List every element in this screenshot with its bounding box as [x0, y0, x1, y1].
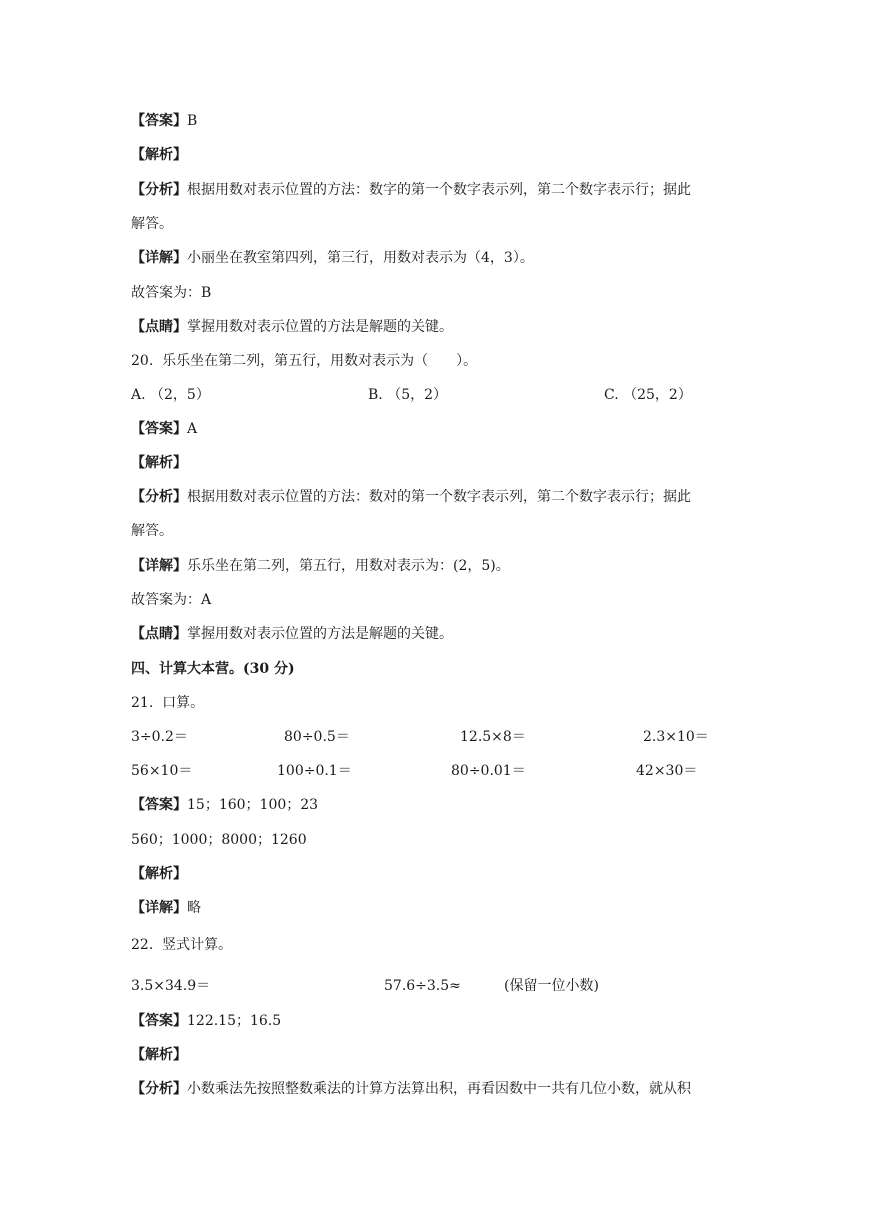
answer-value: B	[187, 113, 198, 129]
dianjing-text: 掌握用数对表示位置的方法是解题的关键。	[187, 626, 453, 642]
xiangjie-label: 【详解】	[131, 250, 187, 266]
xiangjie-label: 【详解】	[131, 558, 187, 574]
q20-analysis-label: 【解析】	[131, 455, 187, 471]
q21-item: 42×30＝	[636, 763, 698, 779]
q19-dianjing	[131, 317, 453, 337]
q20-dianjing	[131, 624, 453, 644]
q21-item: 3÷0.2＝	[131, 729, 188, 745]
q19-answer	[131, 111, 197, 131]
q19-fenxi	[131, 180, 691, 200]
section-heading: 四、计算大本营。(30 分)	[131, 661, 295, 677]
q21-item: 56×10＝	[131, 763, 193, 779]
q20-xiangjie	[131, 556, 510, 576]
q21-item: 80÷0.5＝	[284, 729, 350, 745]
xiangjie-text: 小丽坐在教室第四列，第三行，用数对表示为（4，3）。	[187, 250, 534, 266]
q21-analysis-label: 【解析】	[131, 866, 187, 882]
xiangjie-label: 【详解】	[131, 900, 187, 916]
q21-item: 12.5×8＝	[460, 729, 526, 745]
answer-value: 15；160；100；23	[187, 797, 319, 813]
q22-answer	[131, 1011, 281, 1031]
q22-expr: 57.6÷3.5≈	[384, 978, 461, 994]
q20-option-c: C. （25，2）	[604, 387, 692, 403]
q22-note: (保留一位小数)	[504, 978, 599, 994]
fenxi-label: 【分析】	[131, 489, 187, 505]
q20-option-a: A. （2，5）	[131, 387, 210, 403]
q22-analysis-label: 【解析】	[131, 1047, 187, 1063]
q22-expr: 3.5×34.9＝	[131, 978, 211, 994]
q20-option-b: B. （5，2）	[368, 387, 448, 403]
q20-answer	[131, 419, 197, 439]
answer-value: 122.15；16.5	[187, 1013, 282, 1029]
q19-fenxi-cont: 解答。	[131, 216, 173, 232]
answer-label: 【答案】	[131, 1013, 187, 1029]
q21-item: 80÷0.01＝	[451, 763, 526, 779]
q20-question: 20. 乐乐坐在第二列，第五行，用数对表示为（ ）。	[131, 353, 478, 369]
q21-item: 100÷0.1＝	[277, 763, 352, 779]
q22-fenxi	[131, 1079, 691, 1099]
xiangjie-text: 略	[187, 900, 201, 916]
dianjing-text: 掌握用数对表示位置的方法是解题的关键。	[187, 319, 453, 335]
answer-label: 【答案】	[131, 421, 187, 437]
q19-conclusion: 故答案为：B	[131, 285, 212, 301]
fenxi-text: 根据用数对表示位置的方法：数字的第一个数字表示列，第二个数字表示行；据此	[187, 182, 691, 198]
answer-value: A	[187, 421, 198, 437]
q20-fenxi-cont: 解答。	[131, 523, 173, 539]
fenxi-text: 根据用数对表示位置的方法：数对的第一个数字表示列，第二个数字表示行；据此	[187, 489, 691, 505]
q22-question: 22. 竖式计算。	[131, 937, 233, 953]
dianjing-label: 【点睛】	[131, 626, 187, 642]
q20-fenxi	[131, 487, 691, 507]
fenxi-label: 【分析】	[131, 1081, 187, 1097]
fenxi-label: 【分析】	[131, 182, 187, 198]
answer-label: 【答案】	[131, 797, 187, 813]
xiangjie-text: 乐乐坐在第二列，第五行，用数对表示为：(2，5)。	[187, 558, 510, 574]
fenxi-text: 小数乘法先按照整数乘法的计算方法算出积，再看因数中一共有几位小数，就从积	[187, 1081, 691, 1097]
dianjing-label: 【点睛】	[131, 319, 187, 335]
q20-conclusion: 故答案为：A	[131, 592, 212, 608]
q19-analysis-label: 【解析】	[131, 147, 187, 163]
q21-item: 2.3×10＝	[643, 729, 709, 745]
q21-answer	[131, 795, 318, 815]
q21-xiangjie	[131, 898, 201, 918]
q19-xiangjie	[131, 248, 534, 268]
answer-label: 【答案】	[131, 113, 187, 129]
q21-question: 21. 口算。	[131, 695, 205, 711]
q21-answer-cont: 560；1000；8000；1260	[131, 832, 307, 848]
